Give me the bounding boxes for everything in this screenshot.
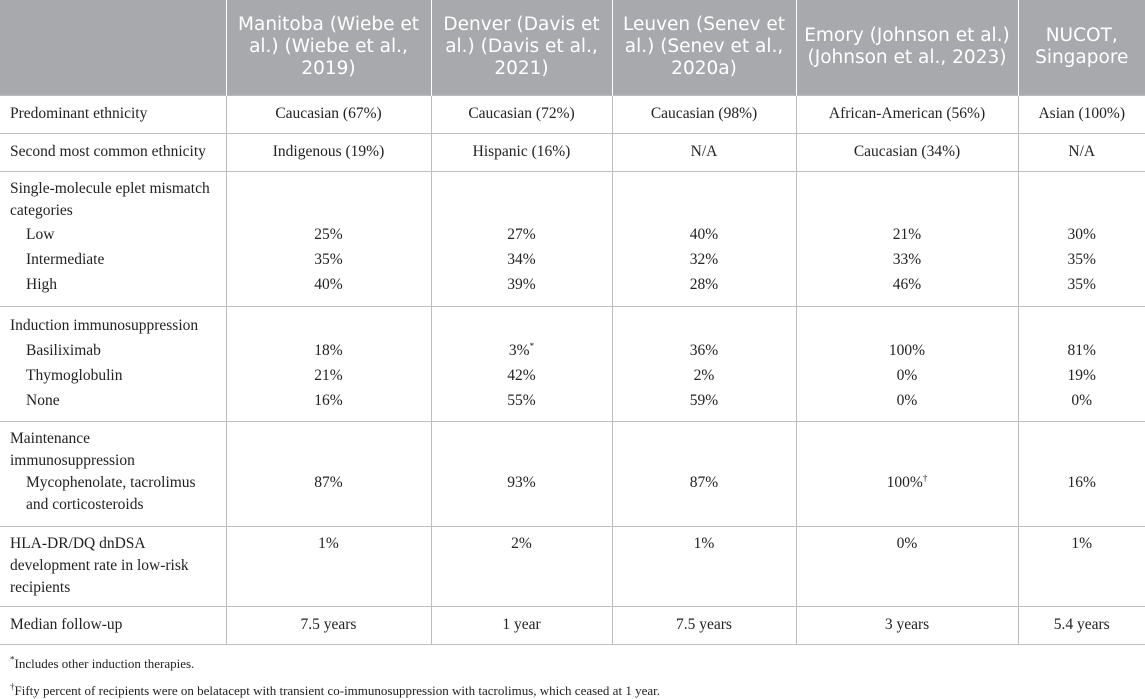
cell-denver [431, 306, 612, 421]
cell-denver: Caucasian (72%) [431, 95, 612, 133]
cell-emory [796, 306, 1018, 421]
value-thymoglobulin: 42% [507, 366, 536, 384]
cell-emory [796, 171, 1018, 306]
cell-manitoba: 1% [226, 526, 431, 606]
row-label: Predominant ethnicity [0, 95, 226, 133]
value-intermediate: 35% [314, 250, 343, 268]
value-none: 55% [507, 391, 536, 409]
cell-denver [431, 171, 612, 306]
row-predominant-ethnicity [0, 95, 1145, 133]
value-basiliximab: 3% [508, 341, 530, 359]
value-intermediate: 32% [689, 250, 719, 268]
value-high: 46% [892, 275, 922, 293]
cell-emory: 3 years [796, 606, 1018, 644]
footnote-1 [10, 656, 1145, 672]
row-label: Median follow-up [0, 606, 226, 644]
cell-denver: Hispanic (16%) [431, 133, 612, 171]
sub-label-low: Low [26, 225, 55, 243]
row-label-group [0, 171, 226, 306]
sub-label-high: High [26, 275, 57, 293]
value-low: 40% [689, 225, 719, 243]
cell-leuven [612, 171, 796, 306]
cell-nucot: 5.4 years [1018, 606, 1145, 644]
sub-label-intermediate: Intermediate [26, 250, 105, 268]
value-none: 59% [689, 391, 719, 409]
table-footnotes [0, 656, 1145, 699]
cell-nucot: N/A [1018, 133, 1145, 171]
cell-emory: 0% [796, 526, 1018, 606]
cell-denver: 1 year [431, 606, 612, 644]
cell-nucot [1018, 306, 1145, 421]
value-basiliximab: 100% [888, 341, 926, 359]
header-leuven: Leuven (Senev et al.) (Senev et al., 2020a) [612, 0, 796, 95]
value-regimen: 100% [886, 473, 923, 491]
header-denver: Denver (Davis et al.) (Davis et al., 2021) [431, 0, 612, 95]
cell-manitoba: Indigenous (19%) [226, 133, 431, 171]
value-thymoglobulin: 0% [896, 366, 918, 384]
row-label-group [0, 306, 226, 421]
value-high: 35% [1067, 275, 1096, 293]
header-nucot: NUCOT, Singapore [1018, 0, 1145, 95]
row-eplet-mismatch [0, 171, 1145, 306]
cell-leuven: 7.5 years [612, 606, 796, 644]
value-low: 25% [314, 225, 343, 243]
cell-nucot: Asian (100%) [1018, 95, 1145, 133]
value-regimen: 16% [1067, 473, 1096, 491]
footnote-2-mark: † [10, 681, 15, 692]
cell-manitoba [226, 306, 431, 421]
value-intermediate: 35% [1067, 250, 1096, 268]
row-label-group [0, 421, 226, 526]
header-manitoba: Manitoba (Wiebe et al.) (Wiebe et al., 2019) [226, 0, 431, 95]
cell-manitoba: 7.5 years [226, 606, 431, 644]
header-row [0, 0, 1145, 95]
value-low: 21% [892, 225, 922, 243]
value-none: 16% [314, 391, 343, 409]
value-basiliximab: 81% [1067, 341, 1096, 359]
sub-label-basiliximab: Basiliximab [26, 341, 101, 359]
footnote-1-mark: * [10, 654, 15, 665]
value-none: 0% [1071, 391, 1093, 409]
footnote-2 [10, 683, 1145, 699]
group-label: Single-molecule eplet mismatch categories [10, 179, 210, 219]
cell-emory: Caucasian (34%) [796, 133, 1018, 171]
cell-manitoba [226, 171, 431, 306]
cell-nucot: 1% [1018, 526, 1145, 606]
group-label: Maintenance immunosuppression [10, 429, 135, 469]
value-high: 39% [507, 275, 536, 293]
value-low: 30% [1067, 225, 1096, 243]
footnote-1-text: Includes other induction therapies. [14, 655, 195, 671]
header-emory: Emory (Johnson et al.) (Johnson et al., 2023) [796, 0, 1018, 95]
cell-emory [796, 421, 1018, 526]
cell-denver [431, 421, 612, 526]
cell-leuven: N/A [612, 133, 796, 171]
value-basiliximab: 18% [314, 341, 343, 359]
value-regimen: 87% [689, 473, 719, 491]
row-second-ethnicity [0, 133, 1145, 171]
cell-emory: African-American (56%) [796, 95, 1018, 133]
cell-nucot [1018, 421, 1145, 526]
cell-leuven: Caucasian (98%) [612, 95, 796, 133]
value-high: 40% [314, 275, 343, 293]
value-regimen-with-note [807, 472, 1008, 494]
row-maintenance [0, 421, 1145, 526]
sub-label-thymoglobulin: Thymoglobulin [26, 366, 123, 384]
cell-denver: 2% [431, 526, 612, 606]
row-label: Second most common ethnicity [0, 133, 226, 171]
cell-nucot [1018, 171, 1145, 306]
header-blank-cell [0, 0, 226, 95]
value-intermediate: 33% [892, 250, 922, 268]
row-label: HLA-DR/DQ dnDSA development rate in low-risk recipients [0, 526, 226, 606]
footnote-2-text: Fifty percent of recipients were on belatacept with transient co-immunosuppression with tacrolimus, which ceased at 1 year. [14, 682, 660, 698]
value-regimen: 87% [314, 473, 343, 491]
row-median-followup [0, 606, 1145, 644]
cell-leuven [612, 421, 796, 526]
value-high: 28% [689, 275, 719, 293]
row-induction [0, 306, 1145, 421]
cell-leuven: 1% [612, 526, 796, 606]
value-none: 0% [896, 391, 918, 409]
sub-label-none: None [26, 391, 60, 409]
value-basiliximab: 36% [689, 341, 719, 359]
footnote-mark-asterisk: * [529, 340, 535, 351]
value-intermediate: 34% [507, 250, 536, 268]
value-thymoglobulin: 21% [314, 366, 343, 384]
cell-manitoba [226, 421, 431, 526]
value-basiliximab-with-note [442, 338, 602, 363]
sub-label-regimen: Mycophenolate, tacrolimus and corticosteroids [26, 473, 196, 513]
cell-manitoba: Caucasian (67%) [226, 95, 431, 133]
group-label: Induction immunosuppression [10, 316, 199, 334]
value-low: 27% [507, 225, 536, 243]
value-thymoglobulin: 2% [693, 366, 715, 384]
value-thymoglobulin: 19% [1067, 366, 1096, 384]
value-regimen: 93% [507, 473, 536, 491]
cell-leuven [612, 306, 796, 421]
footnote-mark-dagger: † [922, 472, 928, 483]
row-dndsa-rate [0, 526, 1145, 606]
